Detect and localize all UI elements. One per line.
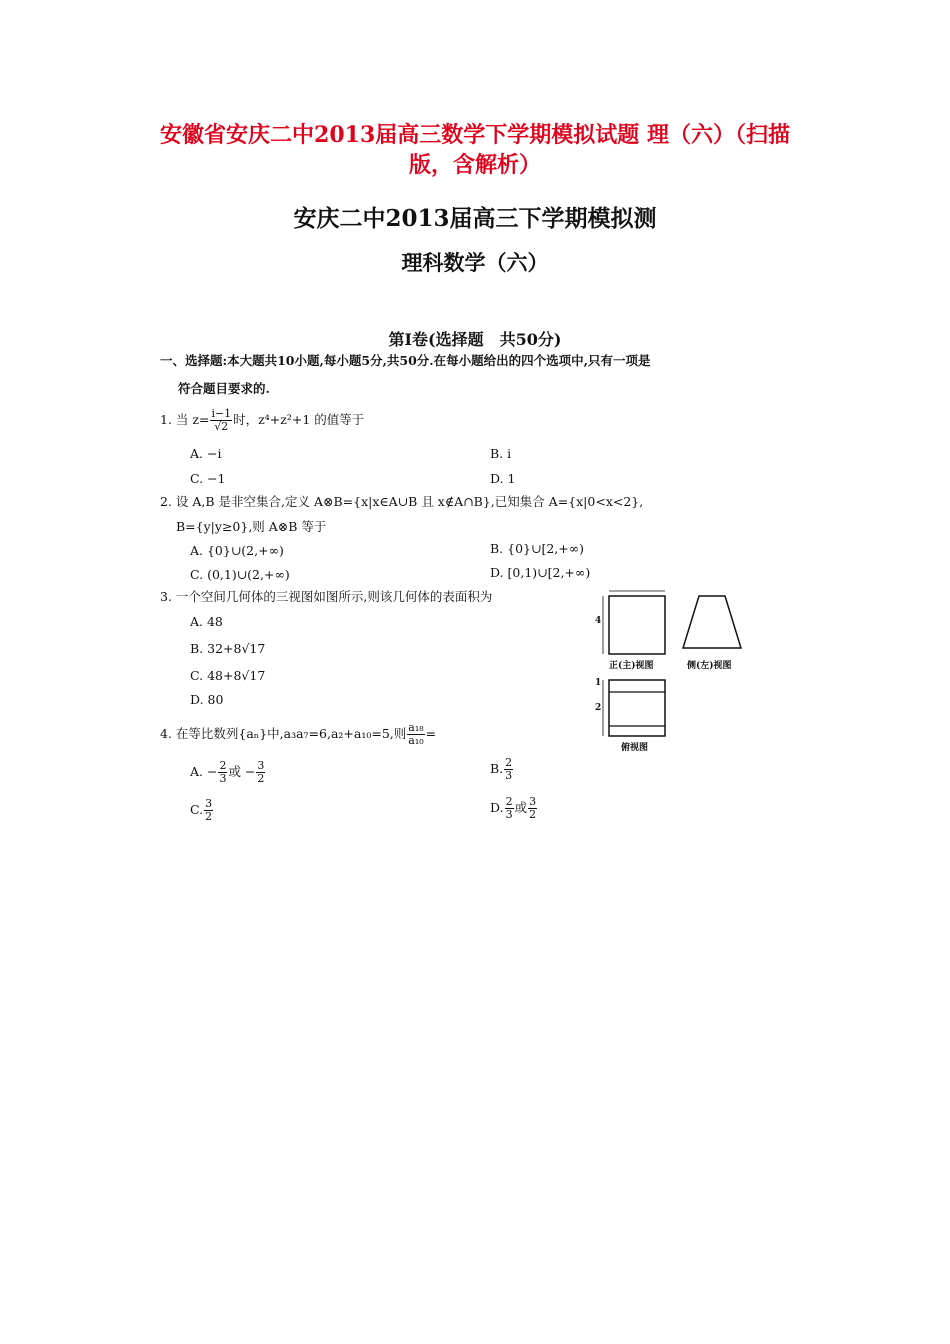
red-title-line2: 版，含解析） xyxy=(408,152,541,178)
q3-stem: 3. 一个空间几何体的三视图如图所示,则该几何体的表面积为 xyxy=(160,589,493,604)
q2-stem-line2: B={y|y≥0},则 A⊗B 等于 xyxy=(176,519,327,534)
q1-stem-post: 时，z⁴+z²+1 的值等于 xyxy=(233,412,365,427)
q4-option-a xyxy=(190,760,266,785)
q4-d-frac1 xyxy=(505,796,514,821)
q1-option-b: B. i xyxy=(490,446,512,461)
q1-stem-pre: 1. 当 z= xyxy=(160,412,210,427)
q3-option-d: D. 80 xyxy=(190,692,224,707)
q4-a-frac2 xyxy=(256,760,265,785)
q4-c-frac xyxy=(204,798,213,823)
q4-b-num: 2 xyxy=(505,756,513,769)
top-view-square xyxy=(609,680,665,736)
q1-stem xyxy=(160,408,364,433)
q2-option-b: B. {0}∪[2,+∞) xyxy=(490,541,585,556)
q4-a-f2-den: 2 xyxy=(257,772,265,785)
section-heading: 第Ⅰ卷(选择题 共50分) xyxy=(388,330,562,349)
q4-b-den: 3 xyxy=(505,769,513,782)
q3-option-b: B. 32+8√17 xyxy=(190,641,266,656)
q2-stem-line1: 2. 设 A,B 是非空集合,定义 A⊗B={x|x∈A∪B 且 x∉A∩B},已知集合 A={x|0<x<2}, xyxy=(160,494,644,509)
top-view-caption: 俯视图 xyxy=(621,743,649,753)
section-instruction-line2: 符合题目要求的. xyxy=(178,381,270,396)
q4-stem xyxy=(160,722,436,747)
q2-option-d: D. [0,1)∪[2,+∞) xyxy=(490,565,591,580)
q4-a-f2-num: 3 xyxy=(257,759,265,772)
three-view-figure xyxy=(595,588,755,758)
q2-option-c: C. (0,1)∪(2,+∞) xyxy=(190,567,290,582)
q4-option-b xyxy=(490,757,514,782)
q1-option-c: C. −1 xyxy=(190,471,226,486)
q4-a-f1-den: 3 xyxy=(219,772,227,785)
q4-a-mid: 或 − xyxy=(228,764,256,779)
front-dim-label: 4 xyxy=(595,616,602,626)
red-title-line1: 安徽省安庆二中2013届高三数学下学期模拟试题 理（六）（扫描 xyxy=(160,122,790,148)
q4-a-f1-num: 2 xyxy=(219,759,227,772)
q4-d-f2-den: 2 xyxy=(529,808,537,821)
q4-a-frac1 xyxy=(218,760,227,785)
q1-frac-den: √2 xyxy=(214,420,229,433)
front-view-caption: 正(主)视图 xyxy=(609,661,654,671)
q4-d-f2-num: 3 xyxy=(529,795,537,808)
q1-frac-num: i−1 xyxy=(211,407,232,420)
q1-option-a: A. −i xyxy=(190,446,222,461)
q4-b-pre: B. xyxy=(490,761,504,776)
q4-option-c xyxy=(190,798,214,823)
q4-c-pre: C. xyxy=(190,802,204,817)
section-instruction-line1: 一、选择题:本大题共10小题,每小题5分,共50分.在每小题给出的四个选项中,只有一项是 xyxy=(160,353,651,368)
q4-d-f1-num: 2 xyxy=(505,795,513,808)
document-red-title xyxy=(140,120,810,180)
q4-d-mid: 或 xyxy=(514,800,528,815)
exam-subtitle: 理科数学（六） xyxy=(401,250,549,275)
q3-option-a: A. 48 xyxy=(190,614,223,629)
q4-d-f1-den: 3 xyxy=(505,808,513,821)
q1-option-d: D. 1 xyxy=(490,471,516,486)
q1-fraction xyxy=(210,408,232,433)
front-view-square xyxy=(609,596,665,654)
q4-stem-post: = xyxy=(425,726,437,741)
side-view-caption: 侧(左)视图 xyxy=(687,661,732,671)
q4-d-pre: D. xyxy=(490,800,504,815)
q4-c-num: 3 xyxy=(205,797,213,810)
q4-fraction xyxy=(407,722,424,747)
side-view-trapezoid xyxy=(683,596,741,648)
q2-option-a: A. {0}∪(2,+∞) xyxy=(190,543,284,558)
three-view-svg xyxy=(595,588,755,758)
q4-d-frac2 xyxy=(528,796,537,821)
top-dim-label-1: 1 xyxy=(595,678,602,688)
q4-c-den: 2 xyxy=(205,810,213,823)
q4-stem-pre: 4. 在等比数列{aₙ}中,a₃a₇=6,a₂+a₁₀=5,则 xyxy=(160,726,407,741)
top-dim-label-2: 2 xyxy=(595,703,602,713)
q4-option-d xyxy=(490,796,538,821)
q4-a-pre: A. − xyxy=(190,764,218,779)
q3-option-c: C. 48+8√17 xyxy=(190,668,266,683)
q4-frac-num: a₁₈ xyxy=(408,721,424,734)
q4-frac-den: a₁₀ xyxy=(408,734,424,747)
q4-b-frac xyxy=(504,757,513,782)
exam-title: 安庆二中2013届高三下学期模拟测 xyxy=(293,205,657,232)
